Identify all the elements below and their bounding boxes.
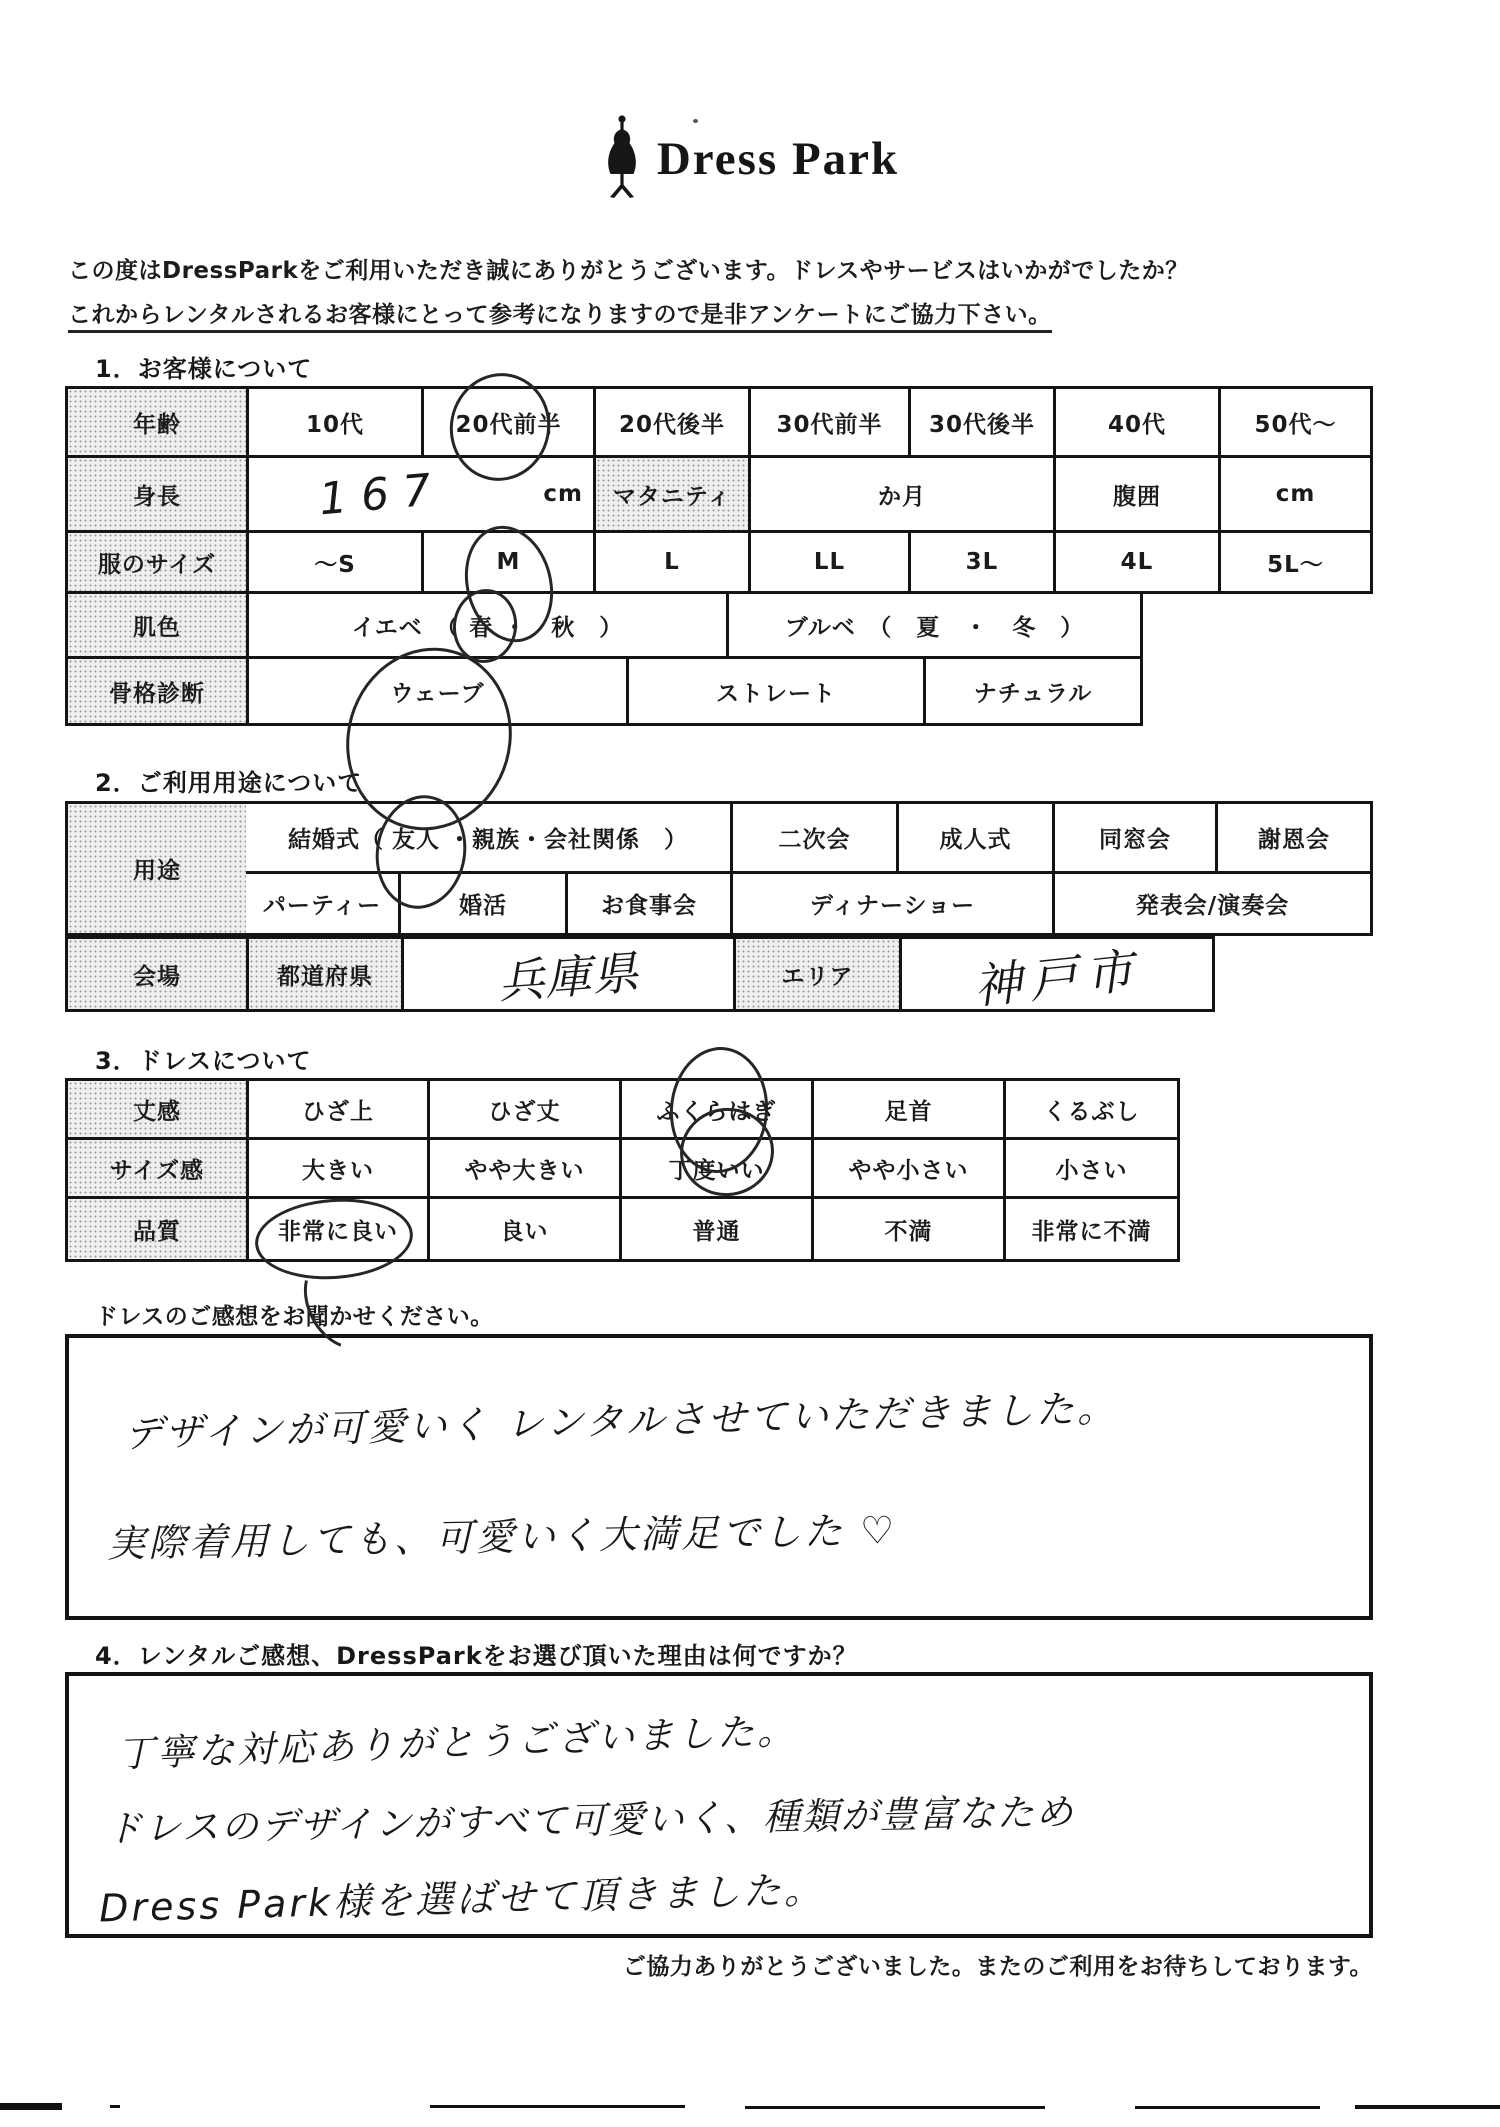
skin-blue-cell	[726, 594, 1140, 656]
usage-table	[65, 801, 1373, 1016]
purpose-option-text: 成人式	[939, 827, 1012, 853]
scan-artifact-line	[430, 2105, 685, 2108]
length-row-label	[68, 1081, 246, 1137]
size-option-text: LL	[813, 549, 846, 575]
maternity-cell	[593, 458, 748, 530]
dress-comment-handwritten-line2: 実際着用しても、可愛いく大満足でした ♡	[106, 1508, 898, 1566]
height-label-text: 身長	[133, 483, 181, 510]
quality-option-very-dissatisfied	[1003, 1199, 1177, 1259]
age-option-text: 30代後半	[928, 411, 1035, 438]
purpose-option-dinnershow	[730, 874, 1052, 933]
brand-logo	[0, 116, 1500, 202]
wedding-friend-option	[392, 821, 440, 854]
skin-label-text: 肌色	[133, 614, 181, 641]
quality-option-very-good	[246, 1199, 427, 1259]
size-option-5l	[1218, 533, 1370, 591]
area-value-cell	[899, 939, 1212, 1016]
size-option-text: M	[496, 549, 521, 575]
purpose-option-text: 発表会/演奏会	[1135, 893, 1290, 919]
age-option-late20s	[593, 389, 748, 455]
length-option-knee	[427, 1081, 619, 1137]
brand-name: Dress Park	[656, 133, 900, 185]
purpose-option-text: 同窓会	[1099, 827, 1171, 853]
skin-blue-text: ブルベ （ 夏 ・ 冬 ）	[784, 614, 1085, 641]
fit-option-text: やや大きい	[464, 1157, 585, 1184]
waist-label-text: 腹囲	[1113, 483, 1161, 510]
wedding-post-text: ・親族・会社関係 ）	[448, 827, 688, 853]
area-label-text: エリア	[781, 963, 854, 990]
length-row	[65, 1078, 1180, 1140]
age-option-50s	[1218, 389, 1370, 455]
length-option-anklebone	[1003, 1081, 1177, 1137]
age-option-text: 20代後半	[618, 411, 725, 438]
frame-option-text: ストレート	[716, 680, 836, 707]
scan-artifact-line	[1135, 2106, 1320, 2109]
purpose-row-label	[68, 804, 246, 933]
skin-spring-text: 春	[469, 614, 494, 641]
age-option-text: 40代	[1107, 411, 1166, 438]
fit-option-big	[246, 1140, 427, 1196]
intro-line-1: この度はDressParkをご利用いただき誠にありがとうございます。ドレスやサービスはいかがでしたか？	[68, 258, 1189, 284]
height-value-cell	[246, 458, 593, 530]
area-label-cell	[733, 939, 899, 1009]
quality-option-normal	[619, 1199, 811, 1259]
quality-option-text: 非常に良い	[278, 1218, 398, 1245]
scan-artifact-line	[1355, 2105, 1500, 2109]
height-handwritten-value: 167	[317, 463, 447, 525]
age-option-text: 30代前半	[776, 411, 883, 438]
venue-row-label	[68, 939, 246, 1009]
height-row-label	[68, 458, 246, 530]
skin-yellow-post-text: ・ 秋 ）	[503, 614, 624, 641]
customer-table	[65, 386, 1373, 726]
frame-option-wave	[246, 659, 626, 723]
dress-comment-handwritten-line1: デザインが可愛いく レンタルさせていただきました。	[123, 1385, 1119, 1457]
frame-option-text: ウェーブ	[390, 680, 485, 707]
size-option-s	[246, 533, 421, 591]
scan-artifact-line	[110, 2105, 120, 2108]
size-option-4l	[1053, 533, 1218, 591]
purpose-row-a	[246, 804, 1370, 874]
section1-title: 1．お客様について	[95, 355, 313, 383]
wedding-friend-text: 友人	[392, 827, 440, 853]
size-option-text: 3L	[965, 549, 999, 575]
frame-option-natural	[923, 659, 1140, 723]
fit-option-text: 小さい	[1055, 1157, 1128, 1184]
quality-option-dissatisfied	[811, 1199, 1003, 1259]
length-option-text: ひざ丈	[488, 1098, 561, 1125]
quality-option-text: 普通	[692, 1218, 741, 1245]
purpose-option-wedding	[246, 804, 730, 871]
purpose-option-text: 謝恩会	[1258, 827, 1330, 853]
age-row	[65, 386, 1373, 458]
length-option-text: ふくらはぎ	[656, 1098, 777, 1125]
length-option-text: ひざ上	[302, 1098, 374, 1125]
age-option-text: 10代	[305, 411, 364, 438]
length-option-text: くるぶし	[1043, 1098, 1140, 1125]
frame-label-text: 骨格診断	[109, 680, 205, 707]
frame-row	[65, 656, 1143, 726]
purpose-row-b	[246, 874, 1370, 933]
wedding-pre-text: 結婚式（	[288, 827, 384, 853]
purpose-option-dinner	[565, 874, 730, 933]
quality-label-text: 品質	[133, 1218, 181, 1245]
skin-yellow-cell	[246, 594, 726, 656]
fit-label-text: サイズ感	[109, 1157, 205, 1184]
age-option-early20s	[421, 389, 593, 455]
skin-yellow-pre-text: イエベ （	[351, 614, 460, 641]
maternity-months-cell	[748, 458, 1053, 530]
age-row-label	[68, 389, 246, 455]
frame-option-text: ナチュラル	[973, 680, 1093, 707]
venue-row	[65, 936, 1215, 1016]
waist-label-cell	[1053, 458, 1218, 530]
prefecture-handwritten-value: 兵庫県	[496, 945, 641, 1009]
size-option-l	[593, 533, 748, 591]
purpose-option-coming-of-age	[896, 804, 1052, 871]
reason-handwritten-line3: Dress Park様を選ばせて頂きました。	[98, 1867, 826, 1931]
prefecture-label-text: 都道府県	[277, 963, 373, 990]
height-row	[65, 455, 1373, 533]
quality-option-text: 不満	[884, 1218, 933, 1245]
length-label-text: 丈感	[133, 1098, 181, 1125]
purpose-option-thanks-party	[1215, 804, 1370, 871]
height-unit-text: cm	[543, 481, 583, 507]
size-option-text: L	[664, 549, 680, 575]
prefecture-value-cell	[401, 939, 733, 1009]
purpose-option-text: 婚活	[459, 893, 507, 919]
length-option-above-knee	[246, 1081, 427, 1137]
skin-spring-option	[469, 609, 493, 642]
footer-thanks: ご協力ありがとうございました。またのご利用をお待ちしております。	[622, 1954, 1373, 1980]
size-row-label	[68, 533, 246, 591]
quality-option-text: 良い	[500, 1218, 549, 1245]
quality-option-good	[427, 1199, 619, 1259]
intro-line-2: これからレンタルされるお客様にとって参考になりますので是非アンケートにご協力下さい。	[68, 302, 1052, 333]
purpose-option-text: お食事会	[601, 893, 697, 919]
scan-artifact-line	[745, 2106, 1045, 2109]
purpose-option-afterparty	[730, 804, 896, 871]
size-option-m	[421, 533, 593, 591]
age-option-text: 50代～	[1254, 411, 1337, 438]
age-label-text: 年齢	[133, 411, 181, 438]
section3-title: 3．ドレスについて	[95, 1047, 312, 1075]
section2-title: 2．ご利用用途について	[95, 769, 363, 797]
size-option-ll	[748, 533, 908, 591]
purpose-option-party	[246, 874, 398, 933]
quality-row	[65, 1196, 1180, 1262]
age-option-10s	[246, 389, 421, 455]
months-unit-text: か月	[878, 483, 926, 510]
purpose-label-text: 用途	[133, 858, 181, 884]
quality-option-text: 非常に不満	[1031, 1218, 1152, 1245]
venue-label-text: 会場	[133, 963, 181, 990]
age-option-early30s	[748, 389, 908, 455]
fit-option-text: 丁度いい	[668, 1157, 765, 1184]
purpose-option-text: 二次会	[778, 827, 851, 853]
dress-comment-prompt: ドレスのご感想をお聞かせください。	[95, 1304, 494, 1330]
quality-row-label	[68, 1199, 246, 1259]
area-handwritten-value: 神戸市	[970, 941, 1144, 1016]
purpose-option-text: パーティー	[262, 893, 382, 919]
reason-handwritten-line1: 丁寧な対応ありがとうございました。	[116, 1709, 798, 1776]
section4-title: 4．レンタルご感想、DressParkをお選び頂いた理由は何ですか？	[95, 1642, 858, 1670]
dress-form-icon	[601, 114, 643, 204]
age-option-late30s	[908, 389, 1053, 455]
purpose-option-text: ディナーショー	[809, 893, 976, 919]
waist-unit-text: cm	[1275, 481, 1316, 507]
purpose-option-reunion	[1052, 804, 1215, 871]
age-option-text: 20代前半	[455, 411, 562, 438]
frame-row-label	[68, 659, 246, 723]
prefecture-label-cell	[246, 939, 401, 1009]
age-option-40s	[1053, 389, 1218, 455]
purpose-option-recital	[1052, 874, 1370, 933]
size-option-3l	[908, 533, 1053, 591]
dress-comment-box	[65, 1334, 1373, 1620]
fit-option-small	[1003, 1140, 1177, 1196]
fit-option-slightly-small	[811, 1140, 1003, 1196]
size-label-text: 服のサイズ	[97, 551, 217, 578]
scan-artifact-line	[0, 2103, 62, 2110]
reason-box	[65, 1672, 1373, 1938]
skin-row	[65, 591, 1143, 659]
reason-handwritten-line2: ドレスのデザインがすべて可愛いく、種類が豊富なため	[104, 1790, 1076, 1851]
length-option-calf	[619, 1081, 811, 1137]
size-option-text: 5L～	[1267, 551, 1324, 578]
length-option-ankle	[811, 1081, 1003, 1137]
maternity-label-text: マタニティ	[612, 483, 732, 510]
purpose-rows	[65, 801, 1373, 936]
fit-option-text: 大きい	[302, 1157, 374, 1184]
skin-row-label	[68, 594, 246, 656]
frame-option-straight	[626, 659, 923, 723]
size-row	[65, 530, 1373, 594]
purpose-option-konkatsu	[398, 874, 565, 933]
fit-row	[65, 1137, 1180, 1199]
waist-unit-cell	[1218, 458, 1370, 530]
size-option-text: ～S	[314, 551, 356, 578]
fit-row-label	[68, 1140, 246, 1196]
dress-table	[65, 1078, 1180, 1262]
fit-option-text: やや小さい	[848, 1157, 969, 1184]
size-option-text: 4L	[1120, 549, 1154, 575]
fit-option-slightly-big	[427, 1140, 619, 1196]
fit-option-just-right	[619, 1140, 811, 1196]
length-option-text: 足首	[884, 1098, 933, 1125]
